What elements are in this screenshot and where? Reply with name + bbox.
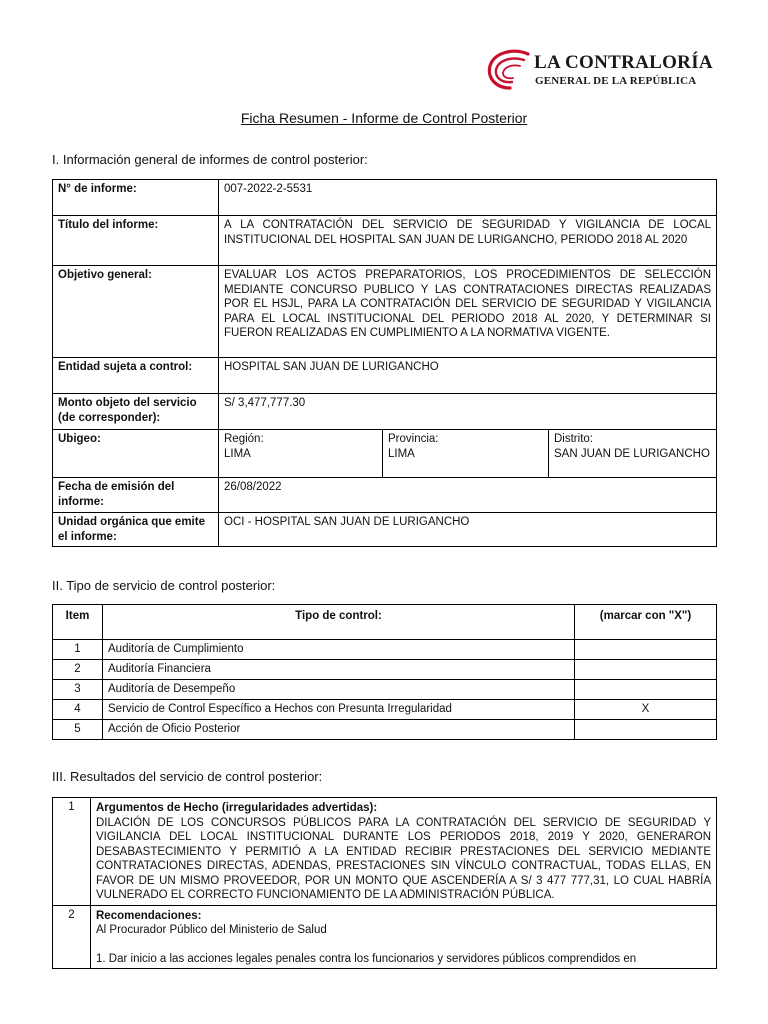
tipo-cell: Auditoría de Desempeño xyxy=(103,680,575,700)
marca-cell: X xyxy=(575,700,717,720)
ubigeo-label: Ubigeo: xyxy=(53,430,219,478)
table-header-row xyxy=(53,605,717,640)
contraloria-emblem-icon xyxy=(484,46,534,96)
region-cell xyxy=(219,430,383,478)
result-title: Argumentos de Hecho (irregularidades advertidas): xyxy=(96,802,378,814)
unidad-label: Unidad orgánica que emite el informe: xyxy=(53,513,219,547)
unidad-value: OCI - HOSPITAL SAN JUAN DE LURIGANCHO xyxy=(219,513,717,547)
numero-label: N° de informe: xyxy=(53,180,219,216)
marca-cell xyxy=(575,660,717,680)
logo-sub-text: GENERAL DE LA REPÚBLICA xyxy=(535,75,697,87)
result-text: DILACIÓN DE LOS CONCURSOS PÚBLICOS PARA LA CONTRATACIÓN DEL SERVICIO DE SEGURIDAD Y VIGILANCIA DEL LOCAL INSTITUCIONAL DURANTE LOS PERIODOS 2018, 2019 Y 2020, GENERARON DESABASTECIMIENTO Y PERMITIÓ A LA ENTIDAD RECIBIR PRESTACIONES DEL SERVICIO MEDIANTE CONTRATACIONES DIRECTAS, ADENDAS, PRESTACIONES SIN VÍNCULO CONTRACTUAL, TODAS ELLAS, EN FAVOR DE UN MISMO PROVEEDOR, POR UN MONTO QUE ASCENDERÍA A S/ 3 477 777,31, LO CUAL HABRÍA VULNERADO EL CORRECTO FUNCIONAMIENTO DE LA ADMINISTRACIÓN PÚBLICA. xyxy=(96,816,711,901)
table-row xyxy=(53,640,717,660)
provincia-cell xyxy=(383,430,549,478)
provincia-value: LIMA xyxy=(388,447,415,460)
fecha-label: Fecha de emisión del informe: xyxy=(53,478,219,513)
fecha-value: 26/08/2022 xyxy=(219,478,717,513)
titulo-label: Título del informe: xyxy=(53,216,219,266)
results-table xyxy=(52,797,717,969)
logo-main-text: LA CONTRALORÍA xyxy=(534,52,713,73)
col-tipo-header: Tipo de control: xyxy=(103,605,575,640)
titulo-value: A LA CONTRATACIÓN DEL SERVICIO DE SEGURIDAD Y VIGILANCIA DE LOCAL INSTITUCIONAL DEL HOSPITAL SAN JUAN DE LURIGANCHO, PERIODO 2018 AL 2020 xyxy=(219,216,717,266)
control-type-table xyxy=(52,604,717,740)
numero-value: 007-2022-2-5531 xyxy=(219,180,717,216)
monto-value: S/ 3,477,777.30 xyxy=(219,394,717,430)
row-unidad xyxy=(53,513,717,547)
item-cell: 3 xyxy=(53,680,103,700)
result-number: 2 xyxy=(53,905,91,969)
entidad-label: Entidad sujeta a control: xyxy=(53,358,219,394)
tipo-cell: Auditoría de Cumplimiento xyxy=(103,640,575,660)
general-info-table xyxy=(52,179,717,547)
region-label: Región: xyxy=(224,433,264,445)
section3-heading: III. Resultados del servicio de control posterior: xyxy=(52,769,323,784)
result-row-1 xyxy=(53,798,717,906)
recommendation-recipient: Al Procurador Público del Ministerio de Salud xyxy=(96,924,327,936)
table-row xyxy=(53,680,717,700)
tipo-cell: Auditoría Financiera xyxy=(103,660,575,680)
document-title: Ficha Resumen - Informe de Control Posterior xyxy=(240,110,528,126)
recommendation-item: 1. Dar inicio a las acciones legales penales contra los funcionarios y servidores públicos comprendidos en xyxy=(96,952,637,965)
item-cell: 4 xyxy=(53,700,103,720)
result-row-2 xyxy=(53,905,717,969)
row-fecha xyxy=(53,478,717,513)
row-titulo xyxy=(53,216,717,266)
monto-label: Monto objeto del servicio (de corresponder): xyxy=(53,394,219,430)
entidad-value: HOSPITAL SAN JUAN DE LURIGANCHO xyxy=(219,358,717,394)
result-title: Recomendaciones: xyxy=(96,909,202,922)
objetivo-value: EVALUAR LOS ACTOS PREPARATORIOS, LOS PROCEDIMIENTOS DE SELECCIÓN MEDIANTE CONCURSO PUBLICO Y LAS CONTRATACIONES DIRECTAS REALIZADAS POR EL HSJL, PARA LA CONTRATACIÓN DEL SERVICIO DE SEGURIDAD Y VIGILANCIA PARA EL LOCAL INSTITUCIONAL DEL PERIODO 2018 AL 2020, Y DETERMINAR SI FUERON REALIZADAS EN CUMPLIMIENTO A LA NORMATIVA VIGENTE. xyxy=(219,266,717,358)
item-cell: 2 xyxy=(53,660,103,680)
result-body xyxy=(91,798,717,906)
row-objetivo xyxy=(53,266,717,358)
tipo-cell: Servicio de Control Específico a Hechos con Presunta Irregularidad xyxy=(103,700,575,720)
table-row xyxy=(53,700,717,720)
provincia-label: Provincia: xyxy=(388,433,439,445)
item-cell: 1 xyxy=(53,640,103,660)
marca-cell xyxy=(575,720,717,740)
distrito-value: SAN JUAN DE LURIGANCHO xyxy=(554,447,710,460)
table-row xyxy=(53,720,717,740)
distrito-label: Distrito: xyxy=(554,433,593,445)
marca-cell xyxy=(575,640,717,660)
row-numero xyxy=(53,180,717,216)
distrito-cell xyxy=(549,430,717,478)
section2-heading: II. Tipo de servicio de control posterior: xyxy=(52,578,276,593)
contraloria-logo xyxy=(484,46,724,96)
region-value: LIMA xyxy=(224,447,251,460)
row-ubigeo xyxy=(53,430,717,478)
result-number: 1 xyxy=(53,798,91,906)
result-body xyxy=(91,905,717,969)
col-marcar-header: (marcar con "X") xyxy=(575,605,717,640)
table-row xyxy=(53,660,717,680)
marca-cell xyxy=(575,680,717,700)
row-monto xyxy=(53,394,717,430)
tipo-cell: Acción de Oficio Posterior xyxy=(103,720,575,740)
row-entidad xyxy=(53,358,717,394)
spacer xyxy=(96,938,711,952)
col-item-header: Item xyxy=(53,605,103,640)
section1-heading: I. Información general de informes de control posterior: xyxy=(52,152,368,167)
objetivo-label: Objetivo general: xyxy=(53,266,219,358)
item-cell: 5 xyxy=(53,720,103,740)
